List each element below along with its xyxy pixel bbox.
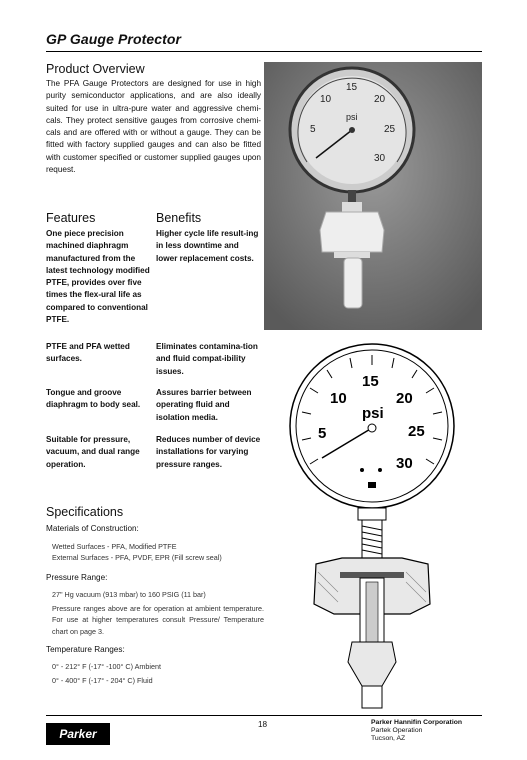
company-location: Tucson, AZ: [371, 735, 406, 743]
drawing-dial-5: 5: [318, 425, 327, 442]
temperature-fluid: 0° - 400° F (-17° - 204° C) Fluid: [52, 676, 153, 685]
drawing-dial-20: 20: [396, 390, 413, 407]
photo-dial-20: 20: [374, 94, 386, 105]
pressure-label: Pressure Range:: [46, 573, 108, 582]
division-name: Partek Operation: [371, 727, 423, 735]
pressure-note: Pressure ranges above are for operation at ambient temperature. For use at higher temperatures consult Pressure/ Temperature chart on page 3.: [52, 604, 264, 636]
footer-rule: [46, 715, 482, 716]
page-title: GP Gauge Protector: [46, 31, 182, 47]
benefit-text: Assures barrier between operating fluid and isolation media.: [156, 388, 252, 422]
temperature-label: Temperature Ranges:: [46, 645, 125, 654]
wetted-surfaces: Wetted Surfaces - PFA, Modified PTFE: [52, 542, 177, 551]
company-name: Parker Hannifin Corporation: [371, 719, 463, 726]
photo-dial-5: 5: [310, 124, 316, 135]
parker-logo: Parker: [46, 723, 110, 745]
photo-dial-10: 10: [320, 94, 332, 105]
gauge-photo-illustration: [264, 62, 482, 330]
feature-text: One piece precision machined diaphragm manufactured from the latest technology modified PTFE, provides over five times the flex-ural life as compared to conventional PTFE.: [46, 229, 150, 325]
photo-dial-25: 25: [384, 124, 396, 135]
feature-text: Tongue and groove diaphragm to body seal.: [46, 388, 141, 410]
benefits-heading: Benefits: [156, 211, 202, 225]
page-number: 18: [258, 720, 268, 729]
photo-dial-30: 30: [374, 153, 386, 164]
drawing-dial-15: 15: [362, 373, 379, 390]
overview-paragraph: The PFA Gauge Protectors are designed for use in high purity semiconductor applications, and are also ideally suited for use in ultra-pure water and aggressive chemi-cals. They protect sensitive gauges from corrosive chemi-cals and are offered with or without a gauge. They can be fitted with factory supplied gauges and can also be fitted with customer specified or customer supplied gauges upon request.: [46, 79, 261, 175]
photo-dial-unit: psi: [346, 112, 358, 122]
gauge-drawing-svg: [262, 342, 482, 712]
overview-heading: Product Overview: [46, 62, 145, 76]
feature-text: Suitable for pressure, vacuum, and dual range operation.: [46, 435, 140, 469]
drawing-dial-unit: psi: [362, 405, 384, 422]
specifications-heading: Specifications: [46, 505, 124, 519]
features-heading: Features: [46, 211, 96, 225]
benefit-text: Reduces number of device installations for varying pressure ranges.: [156, 435, 261, 469]
drawing-dial-30: 30: [396, 455, 413, 472]
pressure-value: 27" Hg vacuum (913 mbar) to 160 PSIG (11 bar): [52, 590, 206, 599]
header-rule: [46, 51, 482, 52]
company-info: [371, 719, 462, 744]
drawing-dial-10: 10: [330, 390, 347, 407]
benefit-text: Higher cycle life result-ing in less downtime and lower replacement costs.: [156, 229, 259, 263]
temperature-ambient: 0° - 212° F (-17° -100° C) Ambient: [52, 662, 161, 671]
materials-label: Materials of Construction:: [46, 524, 139, 533]
benefit-text: Eliminates contamina-tion and fluid compat-ibility issues.: [156, 342, 258, 376]
product-photo: [264, 62, 482, 330]
gauge-cutaway-drawing: [262, 342, 482, 717]
photo-dial-15: 15: [346, 82, 358, 93]
feature-text: PTFE and PFA wetted surfaces.: [46, 342, 130, 364]
external-surfaces: External Surfaces - PFA, PVDF, EPR (Fill screw seal): [52, 553, 222, 562]
drawing-dial-25: 25: [408, 423, 425, 440]
